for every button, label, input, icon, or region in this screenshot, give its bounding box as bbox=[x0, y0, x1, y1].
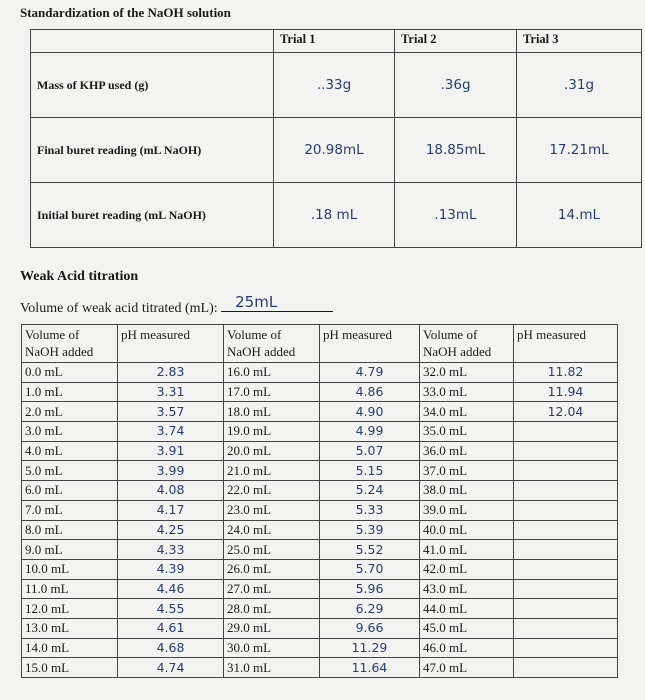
cell-ph-2: 5.52 bbox=[320, 540, 420, 560]
cell-volume-3: 43.0 mL bbox=[420, 579, 514, 599]
header-ph-3: pH measured bbox=[514, 325, 618, 363]
cell-volume-2: 28.0 mL bbox=[224, 599, 320, 619]
table-row bbox=[22, 599, 618, 619]
cell-ph-2: 5.15 bbox=[320, 461, 420, 481]
header-volume-1: Volume of NaOH added bbox=[22, 325, 118, 363]
mass-khp-label: Mass of KHP used (g) bbox=[31, 53, 274, 118]
cell-volume-3: 44.0 mL bbox=[420, 599, 514, 619]
cell-volume-2: 31.0 mL bbox=[224, 658, 320, 678]
titration-body bbox=[22, 363, 618, 678]
cell-volume-2: 18.0 mL bbox=[224, 402, 320, 422]
weak-acid-title: Weak Acid titration bbox=[20, 269, 139, 284]
cell-volume-3: 45.0 mL bbox=[420, 618, 514, 638]
cell-ph-2: 4.86 bbox=[320, 382, 420, 402]
cell-volume-1: 15.0 mL bbox=[22, 658, 118, 678]
header-blank-cell bbox=[31, 30, 274, 53]
cell-ph-3 bbox=[514, 520, 618, 540]
cell-ph-2: 11.64 bbox=[320, 658, 420, 678]
cell-volume-3: 36.0 mL bbox=[420, 441, 514, 461]
table-row bbox=[22, 500, 618, 520]
cell-ph-1: 2.83 bbox=[118, 363, 224, 383]
header-ph-1: pH measured bbox=[118, 325, 224, 363]
cell-volume-1: 4.0 mL bbox=[22, 441, 118, 461]
titration-header-row bbox=[22, 325, 618, 363]
cell-volume-3: 37.0 mL bbox=[420, 461, 514, 481]
cell-ph-3 bbox=[514, 658, 618, 678]
table-row bbox=[22, 579, 618, 599]
cell-ph-3 bbox=[514, 481, 618, 501]
cell-volume-1: 7.0 mL bbox=[22, 500, 118, 520]
cell-ph-3 bbox=[514, 441, 618, 461]
header-volume-3: Volume of NaOH added bbox=[420, 325, 514, 363]
cell-ph-3 bbox=[514, 618, 618, 638]
cell-volume-3: 35.0 mL bbox=[420, 422, 514, 442]
final-buret-label: Final buret reading (mL NaOH) bbox=[31, 118, 274, 183]
table-row bbox=[22, 618, 618, 638]
cell-volume-3: 46.0 mL bbox=[420, 638, 514, 658]
cell-volume-3: 34.0 mL bbox=[420, 402, 514, 422]
cell-ph-3 bbox=[514, 461, 618, 481]
initial-buret-row bbox=[31, 183, 642, 248]
cell-volume-3: 47.0 mL bbox=[420, 658, 514, 678]
cell-volume-1: 14.0 mL bbox=[22, 638, 118, 658]
cell-ph-2: 5.07 bbox=[320, 441, 420, 461]
weak-acid-volume-line bbox=[20, 293, 333, 317]
cell-volume-1: 8.0 mL bbox=[22, 520, 118, 540]
mass-khp-trial-1: ..33g bbox=[274, 53, 395, 118]
cell-volume-1: 12.0 mL bbox=[22, 599, 118, 619]
cell-ph-2: 5.33 bbox=[320, 500, 420, 520]
cell-ph-2: 5.96 bbox=[320, 579, 420, 599]
cell-volume-3: 40.0 mL bbox=[420, 520, 514, 540]
cell-ph-2: 5.24 bbox=[320, 481, 420, 501]
final-buret-row bbox=[31, 118, 642, 183]
cell-volume-3: 39.0 mL bbox=[420, 500, 514, 520]
cell-volume-2: 24.0 mL bbox=[224, 520, 320, 540]
table-row bbox=[22, 638, 618, 658]
cell-volume-1: 0.0 mL bbox=[22, 363, 118, 383]
cell-ph-1: 4.68 bbox=[118, 638, 224, 658]
cell-ph-2: 11.29 bbox=[320, 638, 420, 658]
cell-volume-1: 11.0 mL bbox=[22, 579, 118, 599]
mass-khp-trial-3: .31g bbox=[517, 53, 642, 118]
cell-ph-3 bbox=[514, 422, 618, 442]
cell-ph-2: 5.39 bbox=[320, 520, 420, 540]
table-row bbox=[22, 422, 618, 442]
cell-volume-2: 16.0 mL bbox=[224, 363, 320, 383]
cell-volume-1: 6.0 mL bbox=[22, 481, 118, 501]
cell-ph-1: 3.57 bbox=[118, 402, 224, 422]
cell-volume-1: 3.0 mL bbox=[22, 422, 118, 442]
cell-volume-1: 9.0 mL bbox=[22, 540, 118, 560]
initial-buret-trial-1: .18 mL bbox=[274, 183, 395, 248]
cell-ph-3 bbox=[514, 540, 618, 560]
titration-table bbox=[21, 324, 618, 678]
header-trial-1: Trial 1 bbox=[274, 30, 395, 53]
cell-ph-1: 4.17 bbox=[118, 500, 224, 520]
standardization-header-row bbox=[31, 30, 642, 53]
table-row bbox=[22, 658, 618, 678]
cell-ph-1: 3.74 bbox=[118, 422, 224, 442]
cell-ph-1: 4.55 bbox=[118, 599, 224, 619]
initial-buret-trial-3: 14.mL bbox=[517, 183, 642, 248]
table-row bbox=[22, 402, 618, 422]
cell-volume-2: 22.0 mL bbox=[224, 481, 320, 501]
cell-volume-2: 30.0 mL bbox=[224, 638, 320, 658]
cell-ph-3: 12.04 bbox=[514, 402, 618, 422]
cell-ph-2: 9.66 bbox=[320, 618, 420, 638]
cell-ph-3 bbox=[514, 599, 618, 619]
cell-ph-1: 4.33 bbox=[118, 540, 224, 560]
cell-ph-2: 4.90 bbox=[320, 402, 420, 422]
table-row bbox=[22, 559, 618, 579]
table-row bbox=[22, 461, 618, 481]
table-row bbox=[22, 441, 618, 461]
header-trial-2: Trial 2 bbox=[395, 30, 517, 53]
cell-ph-1: 4.46 bbox=[118, 579, 224, 599]
cell-volume-1: 5.0 mL bbox=[22, 461, 118, 481]
cell-ph-1: 4.08 bbox=[118, 481, 224, 501]
final-buret-trial-1: 20.98mL bbox=[274, 118, 395, 183]
cell-ph-2: 5.70 bbox=[320, 559, 420, 579]
initial-buret-trial-2: .13mL bbox=[395, 183, 517, 248]
cell-ph-3: 11.94 bbox=[514, 382, 618, 402]
cell-volume-2: 19.0 mL bbox=[224, 422, 320, 442]
cell-ph-1: 4.74 bbox=[118, 658, 224, 678]
header-volume-2: Volume of NaOH added bbox=[224, 325, 320, 363]
cell-volume-3: 41.0 mL bbox=[420, 540, 514, 560]
header-ph-2: pH measured bbox=[320, 325, 420, 363]
standardization-table bbox=[30, 29, 642, 248]
cell-volume-3: 38.0 mL bbox=[420, 481, 514, 501]
table-row bbox=[22, 382, 618, 402]
weak-acid-volume-label: Volume of weak acid titrated (mL): bbox=[20, 301, 218, 316]
cell-ph-1: 4.39 bbox=[118, 559, 224, 579]
table-row bbox=[22, 520, 618, 540]
weak-acid-volume-blank bbox=[221, 293, 333, 312]
cell-ph-1: 3.99 bbox=[118, 461, 224, 481]
cell-volume-2: 20.0 mL bbox=[224, 441, 320, 461]
table-row bbox=[22, 363, 618, 383]
cell-ph-1: 3.91 bbox=[118, 441, 224, 461]
cell-volume-3: 42.0 mL bbox=[420, 559, 514, 579]
standardization-title: Standardization of the NaOH solution bbox=[20, 5, 231, 20]
cell-ph-2: 6.29 bbox=[320, 599, 420, 619]
mass-khp-trial-2: .36g bbox=[395, 53, 517, 118]
mass-khp-row bbox=[31, 53, 642, 118]
initial-buret-label: Initial buret reading (mL NaOH) bbox=[31, 183, 274, 248]
cell-ph-1: 3.31 bbox=[118, 382, 224, 402]
cell-ph-1: 4.61 bbox=[118, 618, 224, 638]
cell-volume-2: 21.0 mL bbox=[224, 461, 320, 481]
cell-ph-3 bbox=[514, 559, 618, 579]
cell-volume-2: 25.0 mL bbox=[224, 540, 320, 560]
final-buret-trial-2: 18.85mL bbox=[395, 118, 517, 183]
cell-ph-2: 4.99 bbox=[320, 422, 420, 442]
cell-volume-2: 17.0 mL bbox=[224, 382, 320, 402]
cell-volume-3: 33.0 mL bbox=[420, 382, 514, 402]
final-buret-trial-3: 17.21mL bbox=[517, 118, 642, 183]
header-trial-3: Trial 3 bbox=[517, 30, 642, 53]
cell-ph-3 bbox=[514, 500, 618, 520]
cell-ph-1: 4.25 bbox=[118, 520, 224, 540]
table-row bbox=[22, 481, 618, 501]
cell-volume-1: 1.0 mL bbox=[22, 382, 118, 402]
cell-ph-3: 11.82 bbox=[514, 363, 618, 383]
cell-volume-1: 13.0 mL bbox=[22, 618, 118, 638]
table-row bbox=[22, 540, 618, 560]
cell-volume-1: 10.0 mL bbox=[22, 559, 118, 579]
cell-volume-2: 29.0 mL bbox=[224, 618, 320, 638]
cell-volume-2: 23.0 mL bbox=[224, 500, 320, 520]
cell-ph-2: 4.79 bbox=[320, 363, 420, 383]
weak-acid-volume-value: 25mL bbox=[235, 293, 278, 311]
cell-ph-3 bbox=[514, 579, 618, 599]
cell-volume-1: 2.0 mL bbox=[22, 402, 118, 422]
cell-volume-3: 32.0 mL bbox=[420, 363, 514, 383]
cell-volume-2: 27.0 mL bbox=[224, 579, 320, 599]
cell-volume-2: 26.0 mL bbox=[224, 559, 320, 579]
cell-ph-3 bbox=[514, 638, 618, 658]
